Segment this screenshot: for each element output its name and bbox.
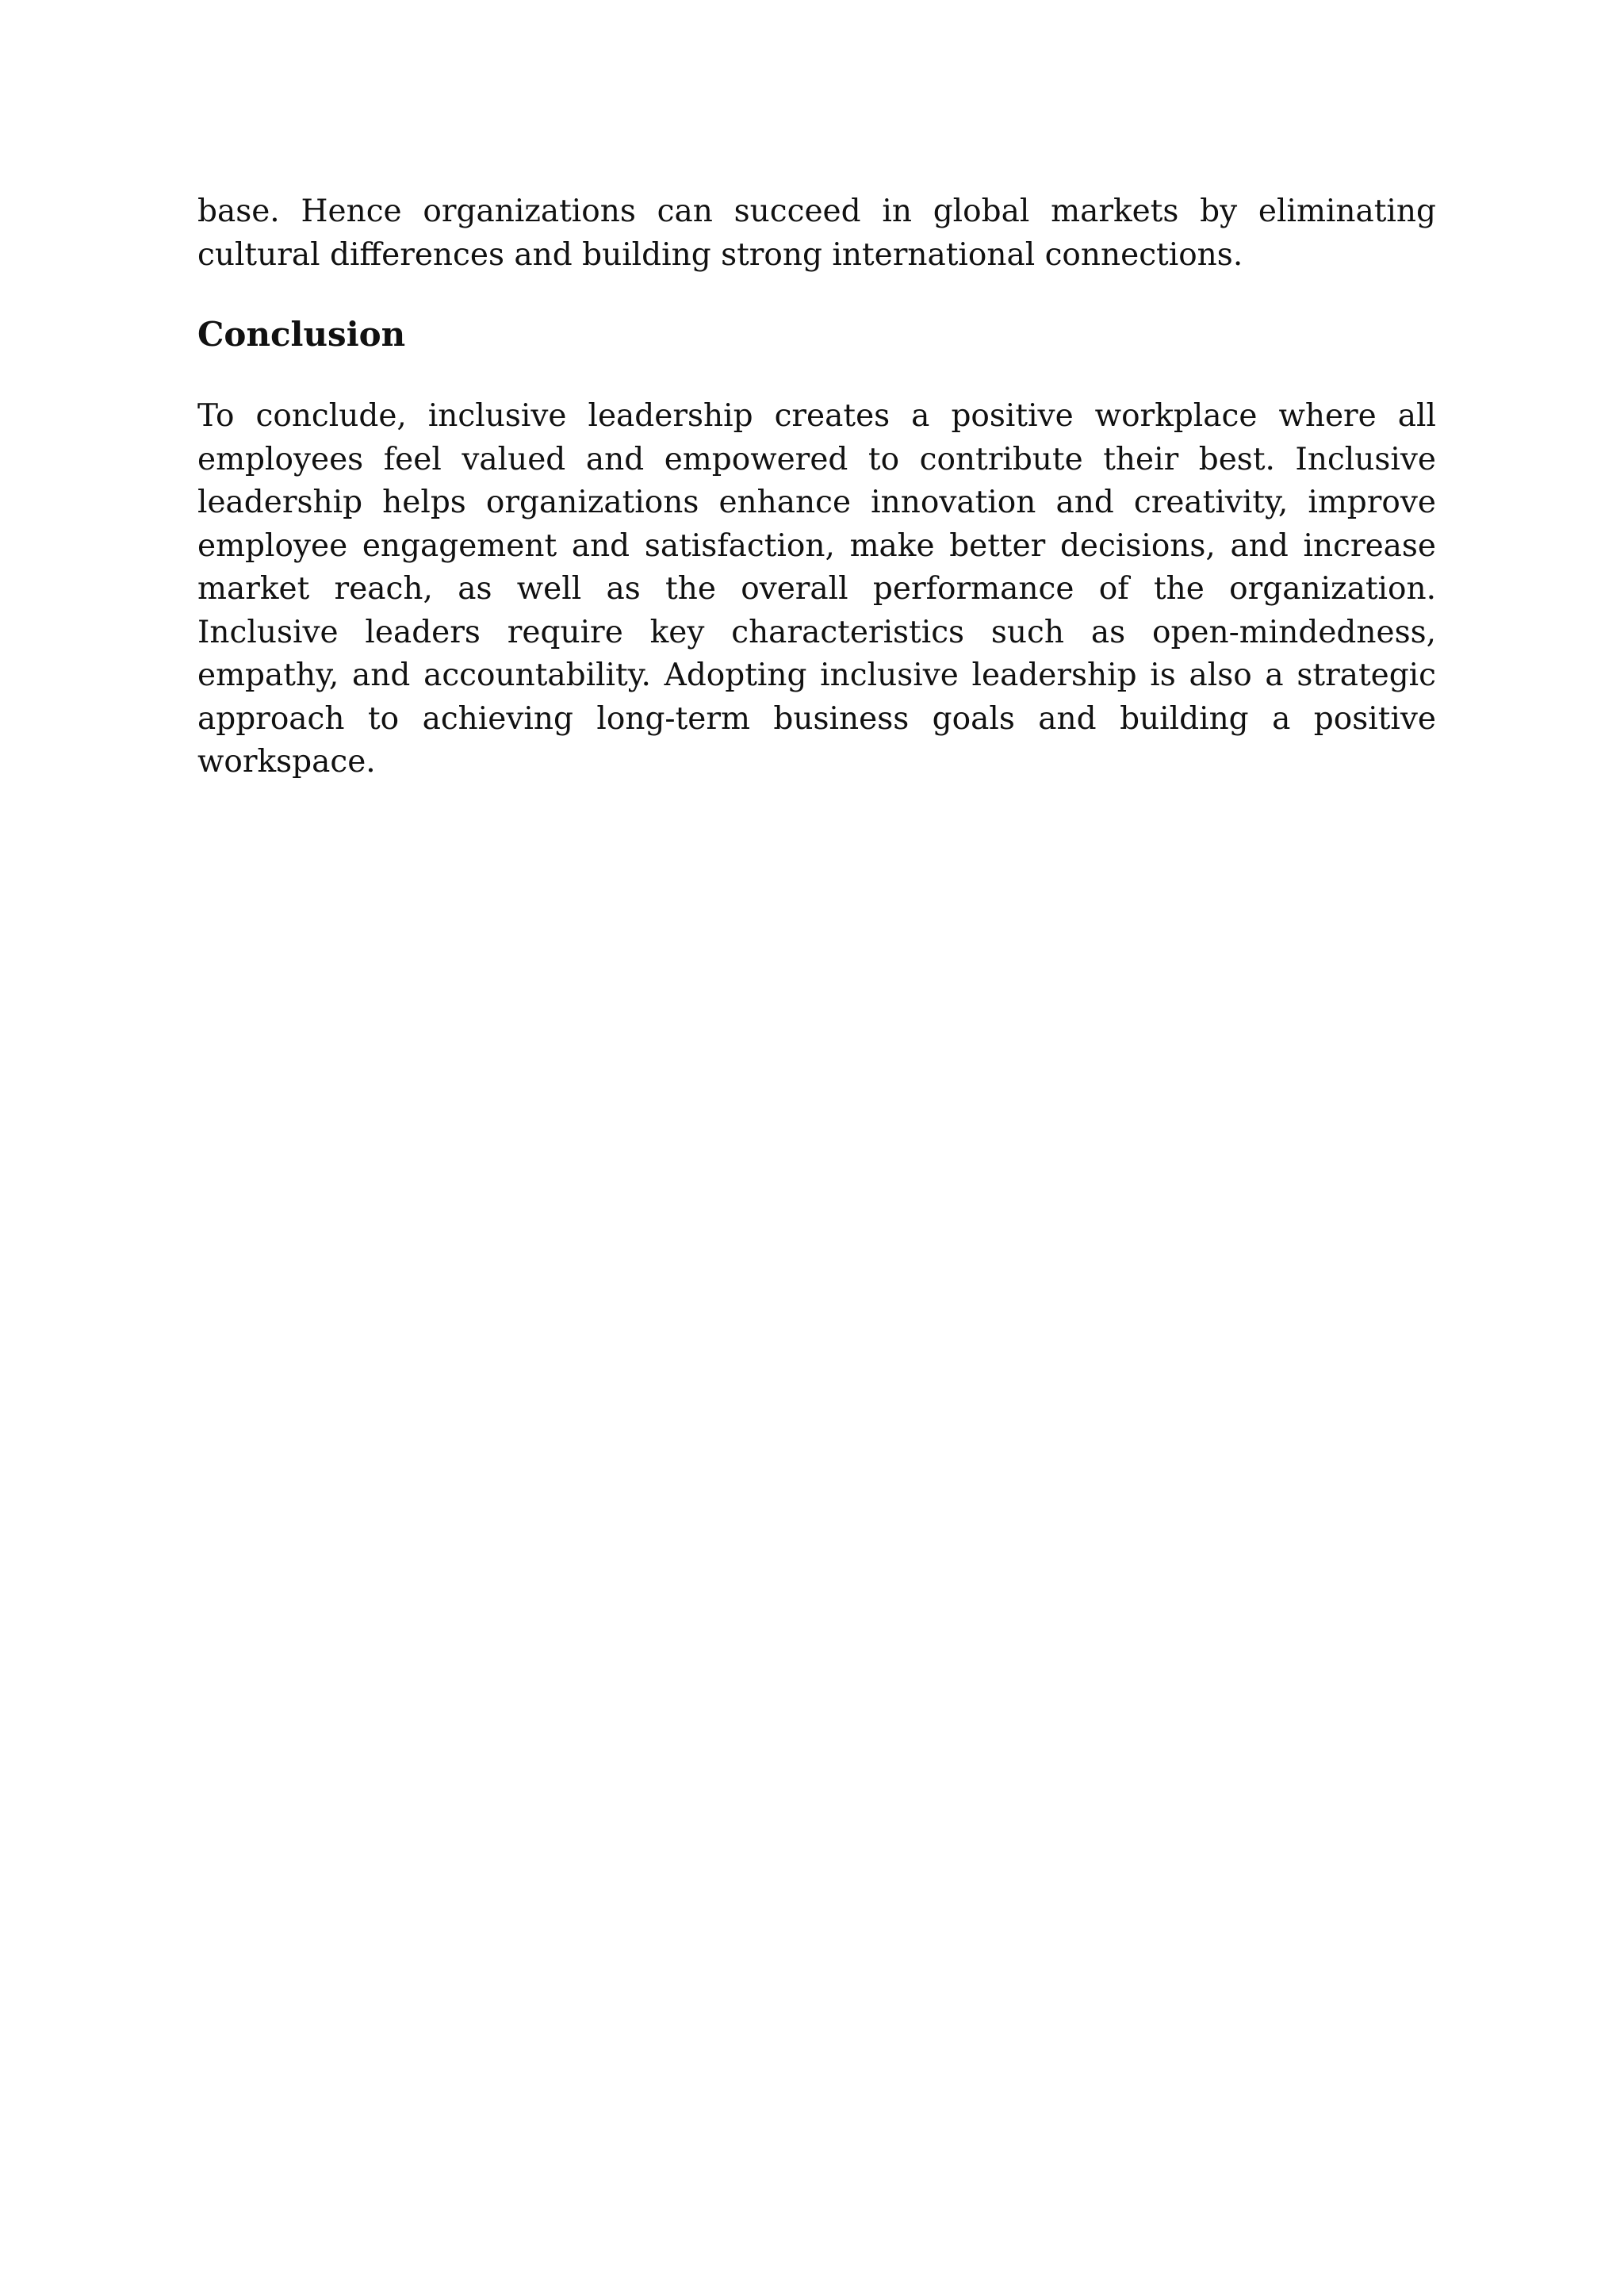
conclusion-paragraph: To conclude, inclusive leadership creates a positive workplace where all employees feel valued and empowered to contribute their best. Inclusive leadership helps organizations enhance innovation and creativity, improve employee engagement and satisfaction, make better decisions, and increase market reach, as well as the overall performance of the organization. Inclusive leaders require key characteristics such as open-mindedness, empathy, and accountability. Adopting inclusive leadership is also a strategic approach to achieving long-term business goals and building a positive workspace. (197, 398, 1436, 780)
section-heading-conclusion: Conclusion (197, 315, 406, 354)
document-body (197, 190, 1436, 784)
intro-paragraph: base. Hence organizations can succeed in global markets by eliminating cultural differences and building strong international connections. (197, 194, 1436, 273)
